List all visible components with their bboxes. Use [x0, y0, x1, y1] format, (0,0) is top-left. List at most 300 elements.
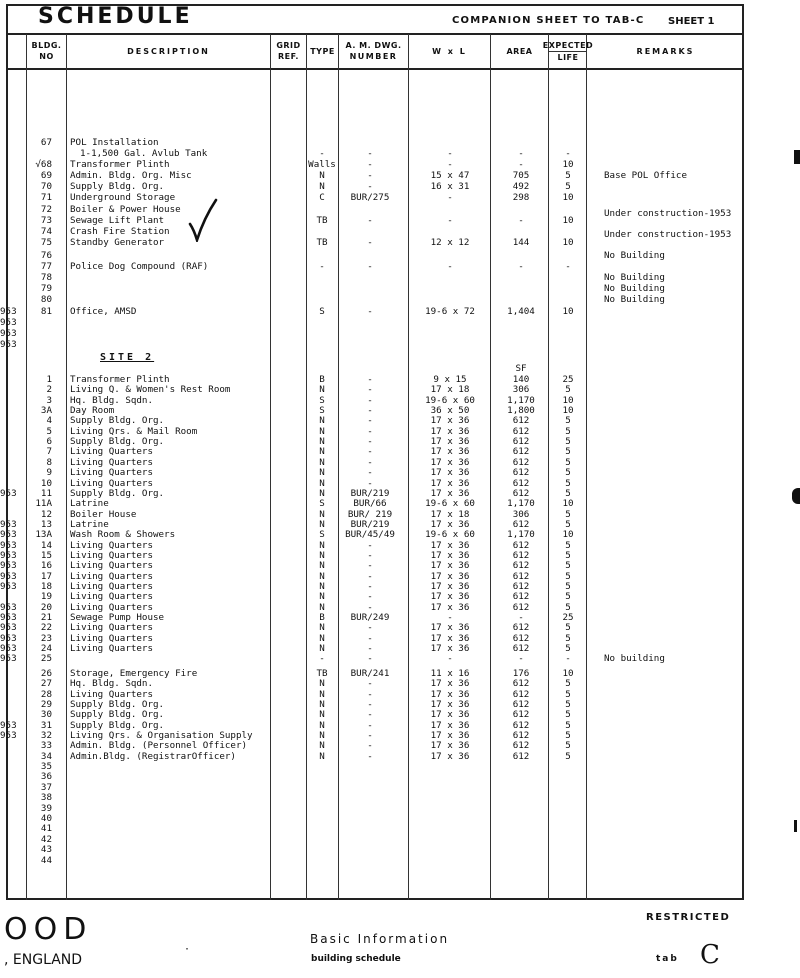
- expected-life: 5: [565, 643, 571, 655]
- bldg-description: Supply Bldg. Org.: [70, 181, 165, 192]
- bldg-number: 29: [40, 698, 52, 710]
- bldg-description: Transformer Plinth: [70, 159, 170, 170]
- area-value: 612: [512, 425, 530, 437]
- area-value: -: [518, 261, 524, 272]
- check-mark-icon: [188, 198, 218, 242]
- bldg-description: Boiler & Power House: [70, 204, 181, 215]
- dwg-number: -: [367, 405, 373, 417]
- bldg-type: S: [319, 529, 325, 541]
- col-line: [586, 34, 587, 900]
- bldg-description: Living Quarters: [70, 591, 153, 603]
- punch-mark-icon: [792, 488, 800, 504]
- dwg-number: -: [367, 394, 373, 406]
- bldg-number: 26: [40, 667, 52, 679]
- expected-life: 25: [562, 612, 574, 624]
- bldg-number: √68: [35, 159, 52, 170]
- remarks-text: No Building: [604, 294, 665, 305]
- dimensions: 36 x 50: [430, 405, 470, 417]
- dwg-number: BUR/45/49: [345, 529, 395, 541]
- restricted-label: RESTRICTED: [646, 912, 731, 923]
- expected-life: 5: [565, 487, 571, 499]
- bldg-number: 15: [40, 549, 52, 561]
- margin-year: 953: [0, 570, 17, 582]
- area-value: 176: [512, 667, 530, 679]
- bldg-description: Living Quarters: [70, 477, 153, 489]
- footer-org-location: , ENGLAND: [4, 952, 83, 968]
- dimensions: 17 x 36: [430, 570, 470, 582]
- bldg-number: 19: [40, 591, 52, 603]
- dwg-number: -: [367, 581, 373, 592]
- bldg-number: 5: [46, 425, 52, 437]
- dimensions: 17 x 36: [430, 581, 470, 592]
- remarks-text: No Building: [604, 272, 665, 283]
- col-line: [270, 34, 271, 900]
- dwg-number: -: [367, 456, 373, 468]
- dimensions: -: [447, 148, 453, 159]
- header-life-line2: LIFE: [549, 51, 587, 63]
- area-value: 1,404: [507, 306, 535, 317]
- bldg-number: 37: [40, 781, 52, 793]
- dimensions: 12 x 12: [430, 237, 470, 248]
- bldg-description: Living Q. & Women's Rest Room: [70, 384, 231, 396]
- footer-title: Basic Information: [310, 932, 450, 946]
- area-value: 612: [512, 467, 530, 479]
- bldg-type: N: [319, 709, 325, 721]
- bldg-description: Hq. Bldg. Sqdn.: [70, 678, 153, 690]
- bldg-description: POL Installation: [70, 137, 159, 148]
- companion-label: COMPANION SHEET TO TAB-C: [452, 15, 645, 26]
- bldg-number: 12: [40, 508, 52, 520]
- bldg-number: 32: [40, 729, 52, 741]
- area-value: 612: [512, 560, 530, 572]
- margin-year: 953: [0, 317, 17, 328]
- bldg-number: 28: [40, 688, 52, 700]
- dimensions: 16 x 31: [430, 181, 470, 192]
- bldg-description: Sewage Pump House: [70, 612, 165, 624]
- bldg-description: Living Quarters: [70, 570, 153, 582]
- tab-label: tab: [656, 954, 679, 964]
- area-value: 612: [512, 709, 530, 721]
- dimensions: 19-6 x 60: [425, 529, 475, 541]
- bldg-description: Office, AMSD: [70, 306, 137, 317]
- dwg-number: -: [367, 591, 373, 603]
- bldg-number: 67: [40, 137, 52, 148]
- bldg-type: N: [319, 740, 325, 752]
- dimensions: 17 x 36: [430, 446, 470, 458]
- dwg-number: BUR/275: [350, 192, 390, 203]
- expected-life: 5: [565, 591, 571, 603]
- bldg-description: Supply Bldg. Org.: [70, 719, 165, 731]
- bldg-number: 3: [46, 394, 52, 406]
- bldg-number: 31: [40, 719, 52, 731]
- remarks-text: No Building: [604, 250, 665, 261]
- expected-life: 10: [562, 159, 574, 170]
- area-value: 612: [512, 601, 530, 613]
- bldg-type: N: [319, 384, 325, 396]
- area-value: 612: [512, 581, 530, 592]
- expected-life: 10: [562, 394, 574, 406]
- bldg-number: 14: [40, 539, 52, 551]
- dimensions: 9 x 15: [433, 374, 467, 385]
- bldg-description: Police Dog Compound (RAF): [70, 261, 209, 272]
- header-bldg-no-line2: NO: [39, 52, 54, 61]
- bldg-number: 35: [40, 761, 52, 772]
- dimensions: 17 x 36: [430, 456, 470, 468]
- bldg-description: Standby Generator: [70, 237, 165, 248]
- col-line: [408, 34, 409, 900]
- dimensions: 17 x 36: [430, 622, 470, 634]
- bldg-description: Latrine: [70, 518, 109, 530]
- dwg-number: -: [367, 436, 373, 448]
- bldg-type: N: [319, 446, 325, 458]
- bldg-number: 30: [40, 709, 52, 721]
- bldg-description: Supply Bldg. Org.: [70, 709, 165, 721]
- dwg-number: -: [367, 719, 373, 731]
- remarks-text: Under construction-1953: [604, 208, 732, 219]
- area-value: 612: [512, 487, 530, 499]
- bldg-number: 40: [40, 813, 52, 824]
- bldg-number: 1: [46, 374, 52, 385]
- expected-life: 10: [562, 498, 574, 510]
- bldg-type: N: [319, 456, 325, 468]
- bldg-type: N: [319, 467, 325, 479]
- expected-life: 25: [562, 374, 574, 385]
- dwg-number: -: [367, 678, 373, 690]
- area-value: -: [518, 159, 524, 170]
- bldg-number: 17: [40, 570, 52, 582]
- margin-year: 953: [0, 539, 17, 551]
- expected-life: 5: [565, 549, 571, 561]
- bldg-type: N: [319, 415, 325, 427]
- bldg-description: Living Qrs. & Mail Room: [70, 425, 198, 437]
- bldg-number: 33: [40, 740, 52, 752]
- expected-life: 5: [565, 415, 571, 427]
- area-value: 306: [512, 508, 530, 520]
- area-value: 612: [512, 632, 530, 644]
- dwg-number: -: [367, 622, 373, 634]
- expected-life: 5: [565, 740, 571, 752]
- bldg-number: 6: [46, 436, 52, 448]
- dwg-number: -: [367, 425, 373, 437]
- dimensions: 17 x 36: [430, 698, 470, 710]
- dimensions: 17 x 36: [430, 719, 470, 731]
- expected-life: 10: [562, 237, 574, 248]
- bldg-number: 79: [40, 283, 52, 294]
- bldg-description: Living Quarters: [70, 622, 153, 634]
- margin-year: 953: [0, 612, 17, 624]
- dimensions: 17 x 36: [430, 591, 470, 603]
- bldg-description: Sewage Lift Plant: [70, 215, 165, 226]
- area-value: 1,170: [507, 529, 535, 541]
- expected-life: 5: [565, 170, 571, 181]
- margin-year: 953: [0, 518, 17, 530]
- area-value: 612: [512, 698, 530, 710]
- bldg-number: 42: [40, 833, 52, 845]
- margin-year: 953: [0, 306, 17, 317]
- margin-year: 953: [0, 560, 17, 572]
- bldg-description: Living Quarters: [70, 643, 153, 655]
- expected-life: 5: [565, 467, 571, 479]
- bldg-number: 81: [40, 306, 52, 317]
- expected-life: 5: [565, 539, 571, 551]
- title-rule: [6, 33, 744, 35]
- bldg-number: 27: [40, 678, 52, 690]
- area-value: 612: [512, 750, 530, 762]
- bldg-number: 38: [40, 792, 52, 804]
- expected-life: 5: [565, 560, 571, 572]
- dwg-number: -: [367, 148, 373, 159]
- dwg-number: -: [367, 384, 373, 396]
- dimensions: 17 x 36: [430, 560, 470, 572]
- header-bldg-no-line1: BLDG.: [31, 41, 62, 50]
- dwg-number: -: [367, 446, 373, 458]
- bldg-number: 13: [40, 518, 52, 530]
- dwg-number: -: [367, 467, 373, 479]
- dwg-number: -: [367, 643, 373, 655]
- bldg-type: C: [319, 192, 325, 203]
- bldg-number: 8: [46, 456, 52, 468]
- area-value: 612: [512, 549, 530, 561]
- expected-life: 5: [565, 622, 571, 634]
- bldg-type: TB: [316, 237, 328, 248]
- area-value: 612: [512, 643, 530, 655]
- bldg-type: S: [319, 405, 325, 417]
- bldg-description: Living Quarters: [70, 581, 153, 592]
- bldg-number: 36: [40, 771, 52, 783]
- bldg-type: N: [319, 591, 325, 603]
- bldg-description: Supply Bldg. Org.: [70, 415, 165, 427]
- expected-life: 10: [562, 192, 574, 203]
- margin-year: 953: [0, 549, 17, 561]
- bldg-number: 39: [40, 802, 52, 814]
- bldg-description: Living Quarters: [70, 549, 153, 561]
- header-type: TYPE: [310, 47, 335, 56]
- bldg-number: 11A: [35, 498, 52, 510]
- area-value: 612: [512, 622, 530, 634]
- bldg-description: Latrine: [70, 498, 109, 510]
- bldg-description: Living Quarters: [70, 539, 153, 551]
- dimensions: -: [447, 159, 453, 170]
- expected-life: 5: [565, 446, 571, 458]
- dwg-number: -: [367, 261, 373, 272]
- bldg-type: N: [319, 622, 325, 634]
- bldg-type: N: [319, 688, 325, 700]
- bldg-number: 69: [40, 170, 52, 181]
- bldg-number: 80: [40, 294, 52, 305]
- margin-year: 953: [0, 328, 17, 339]
- bldg-description: Living Quarters: [70, 467, 153, 479]
- bldg-type: N: [319, 698, 325, 710]
- header-bldg-no: [27, 40, 66, 62]
- expected-life: 5: [565, 436, 571, 448]
- area-value: 144: [512, 237, 530, 248]
- bldg-type: TB: [316, 667, 328, 679]
- expected-life: -: [565, 653, 571, 665]
- area-value: 612: [512, 688, 530, 700]
- footer-subtitle: building schedule: [311, 954, 401, 964]
- col-line: [66, 34, 67, 900]
- tab-letter: C: [700, 940, 720, 970]
- dwg-number: -: [367, 374, 373, 385]
- bldg-type: N: [319, 643, 325, 655]
- expected-life: -: [565, 261, 571, 272]
- dimensions: 17 x 18: [430, 384, 470, 396]
- dimensions: 17 x 36: [430, 477, 470, 489]
- dimensions: -: [447, 192, 453, 203]
- bldg-number: 44: [40, 854, 52, 866]
- bldg-description: Hq. Bldg. Sqdn.: [70, 394, 153, 406]
- dwg-number: -: [367, 560, 373, 572]
- bldg-description: Supply Bldg. Org.: [70, 698, 165, 710]
- dimensions: 17 x 36: [430, 415, 470, 427]
- bldg-description: 1-1,500 Gal. Avlub Tank: [80, 148, 208, 159]
- area-value: -: [518, 215, 524, 226]
- dimensions: 17 x 36: [430, 740, 470, 752]
- dwg-number: -: [367, 653, 373, 665]
- bldg-type: N: [319, 181, 325, 192]
- bldg-number: 2: [46, 384, 52, 396]
- bldg-type: N: [319, 729, 325, 741]
- dimensions: -: [447, 653, 453, 665]
- expected-life: 5: [565, 750, 571, 762]
- dwg-number: -: [367, 539, 373, 551]
- dimensions: 17 x 36: [430, 750, 470, 762]
- area-value: 492: [512, 181, 530, 192]
- area-value: 612: [512, 678, 530, 690]
- bldg-number: 11: [40, 487, 52, 499]
- dwg-number: -: [367, 698, 373, 710]
- dimensions: -: [447, 215, 453, 226]
- dwg-number: -: [367, 740, 373, 752]
- header-dwg-line2: NUMBER: [349, 52, 398, 61]
- remarks-text: No Building: [604, 283, 665, 294]
- dwg-number: -: [367, 750, 373, 762]
- margin-year: 953: [0, 529, 17, 541]
- expected-life: 5: [565, 719, 571, 731]
- bldg-type: N: [319, 436, 325, 448]
- expected-life: 5: [565, 581, 571, 592]
- dimensions: 17 x 36: [430, 467, 470, 479]
- remarks-text: Base POL Office: [604, 170, 687, 181]
- margin-year: 953: [0, 719, 17, 731]
- expected-life: 10: [562, 405, 574, 417]
- dwg-number: -: [367, 215, 373, 226]
- bldg-description: Supply Bldg. Org.: [70, 487, 165, 499]
- dimensions: 15 x 47: [430, 170, 470, 181]
- page-title: SCHEDULE: [38, 4, 193, 29]
- bldg-number: 13A: [35, 529, 52, 541]
- dimensions: 17 x 36: [430, 549, 470, 561]
- bldg-type: N: [319, 508, 325, 520]
- expected-life: 5: [565, 425, 571, 437]
- remarks-text: Under construction-1953: [604, 229, 732, 240]
- margin-year: 953: [0, 581, 17, 592]
- area-value: 612: [512, 477, 530, 489]
- dwg-number: -: [367, 170, 373, 181]
- bldg-number: 71: [40, 192, 52, 203]
- bldg-number: 41: [40, 823, 52, 835]
- header-grid-ref-line1: GRID: [276, 41, 301, 50]
- expected-life: 5: [565, 508, 571, 520]
- bldg-description: Living Quarters: [70, 632, 153, 644]
- dwg-number: -: [367, 477, 373, 489]
- bldg-type: N: [319, 750, 325, 762]
- dimensions: 17 x 36: [430, 643, 470, 655]
- expected-life: 5: [565, 181, 571, 192]
- header-dwg: [339, 40, 408, 62]
- bldg-number: 75: [40, 237, 52, 248]
- header-life-line1: EXPECTED: [542, 41, 594, 50]
- dimensions: 17 x 36: [430, 601, 470, 613]
- area-value: 612: [512, 415, 530, 427]
- area-value: 298: [512, 192, 530, 203]
- bldg-description: Underground Storage: [70, 192, 176, 203]
- header-remarks: REMARKS: [636, 47, 695, 56]
- expected-life: 5: [565, 601, 571, 613]
- bldg-description: Admin. Bldg. Org. Misc: [70, 170, 192, 181]
- dimensions: 17 x 36: [430, 487, 470, 499]
- header-description: DESCRIPTION: [127, 47, 210, 56]
- dimensions: 19-6 x 60: [425, 498, 475, 510]
- dwg-number: -: [367, 601, 373, 613]
- area-value: 1,800: [507, 405, 535, 417]
- area-value: 612: [512, 591, 530, 603]
- expected-life: 5: [565, 570, 571, 582]
- area-value: 612: [512, 570, 530, 582]
- punch-mark-icon: [794, 820, 797, 832]
- footer-org-name: OOD: [4, 912, 93, 947]
- area-value: 612: [512, 719, 530, 731]
- area-value: 612: [512, 729, 530, 741]
- bldg-description: Boiler House: [70, 508, 137, 520]
- bldg-number: 10: [40, 477, 52, 489]
- expected-life: 5: [565, 518, 571, 530]
- header-dwg-line1: A. M. DWG.: [345, 41, 402, 50]
- expected-life: 5: [565, 698, 571, 710]
- bldg-type: Walls: [308, 159, 336, 170]
- bldg-type: TB: [316, 215, 328, 226]
- dwg-number: -: [367, 237, 373, 248]
- margin-year: 953: [0, 643, 17, 655]
- bldg-number: 25: [40, 653, 52, 665]
- site2-sf-label: SF: [515, 363, 527, 374]
- expected-life: 5: [565, 688, 571, 700]
- dimensions: 17 x 36: [430, 678, 470, 690]
- bldg-type: B: [319, 374, 325, 385]
- expected-life: 5: [565, 678, 571, 690]
- dwg-number: BUR/219: [350, 487, 390, 499]
- bldg-description: Living Quarters: [70, 601, 153, 613]
- expected-life: 5: [565, 384, 571, 396]
- expected-life: 5: [565, 477, 571, 489]
- margin-year: 953: [0, 622, 17, 634]
- bldg-type: N: [319, 601, 325, 613]
- area-value: 705: [512, 170, 530, 181]
- bldg-number: 76: [40, 250, 52, 261]
- dimensions: 19-6 x 60: [425, 394, 475, 406]
- dwg-number: -: [367, 306, 373, 317]
- bldg-description: Storage, Emergency Fire: [70, 667, 198, 679]
- bldg-number: 3A: [40, 405, 52, 417]
- header-grid-ref: [271, 40, 306, 62]
- bldg-number: 16: [40, 560, 52, 572]
- footer-dot: ·: [184, 944, 191, 955]
- dimensions: 19-6 x 72: [425, 306, 475, 317]
- expected-life: 10: [562, 529, 574, 541]
- bldg-description: Wash Room & Showers: [70, 529, 176, 541]
- dwg-number: -: [367, 709, 373, 721]
- dimensions: 17 x 36: [430, 518, 470, 530]
